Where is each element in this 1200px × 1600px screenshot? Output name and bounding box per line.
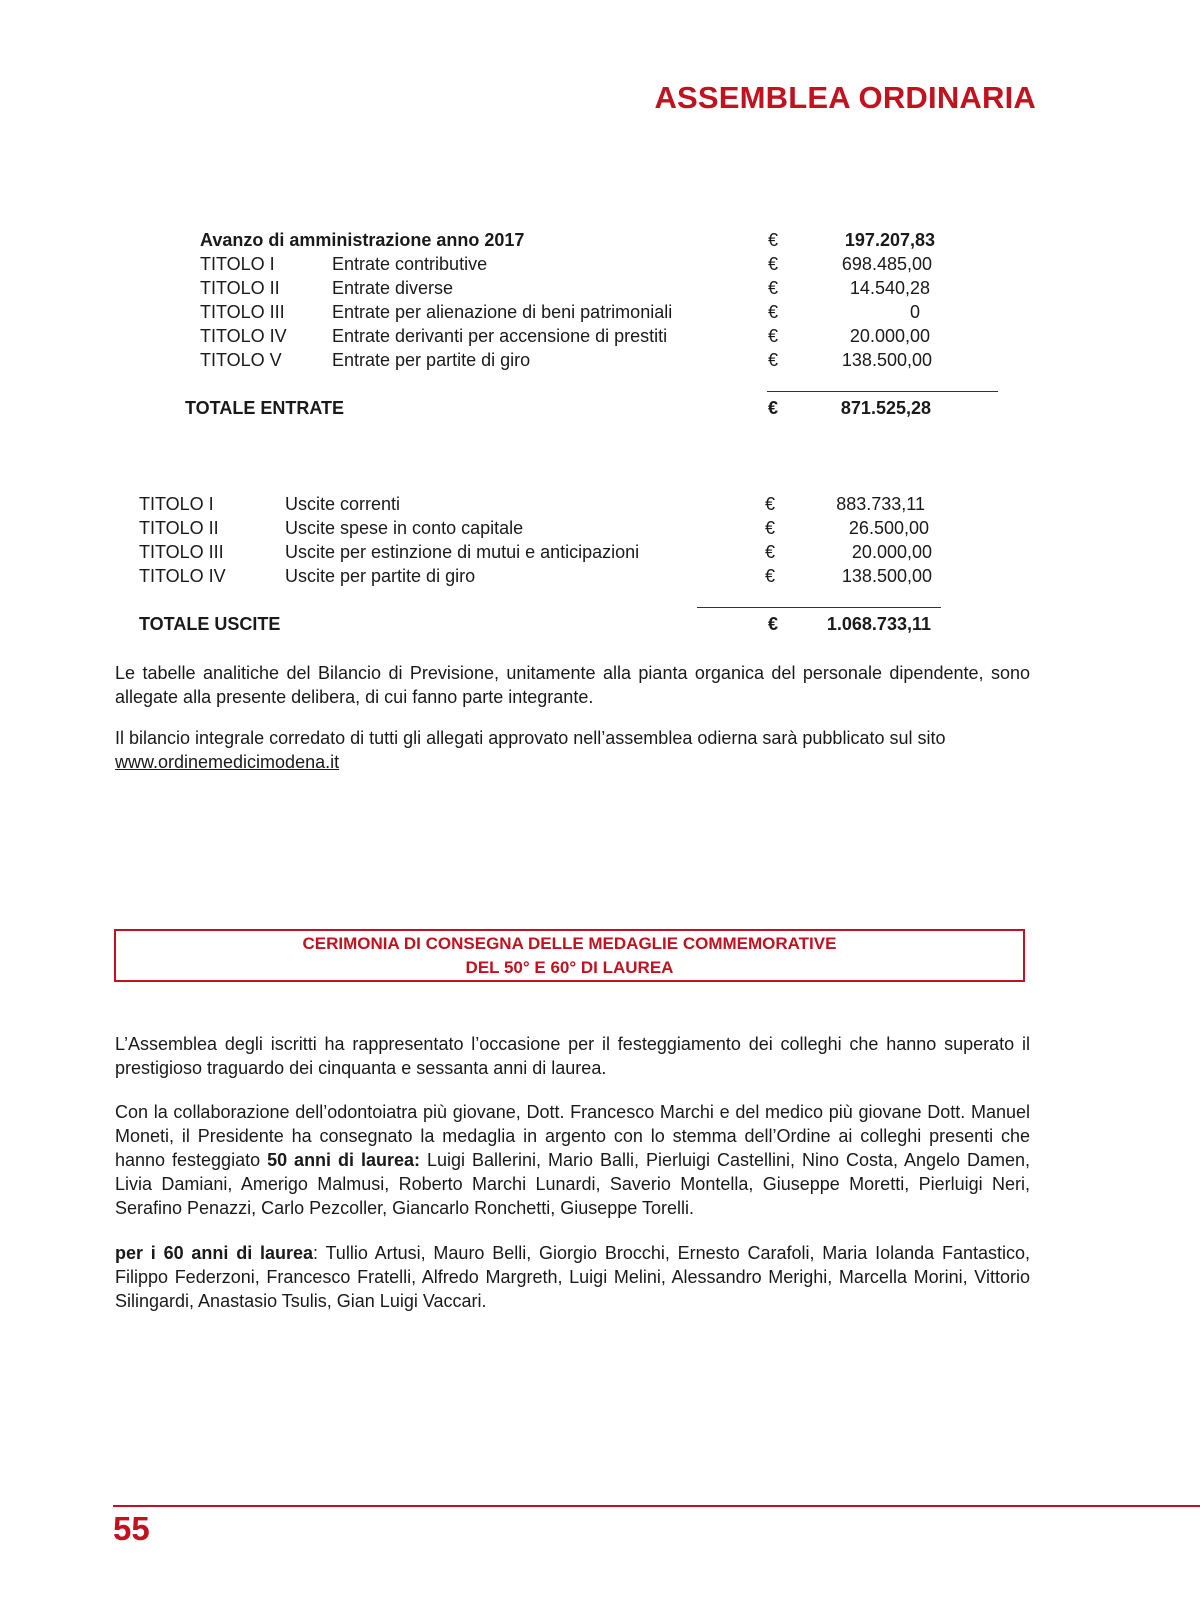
currency-symbol: € bbox=[768, 614, 779, 634]
note-paragraph-sito bbox=[115, 726, 1030, 774]
titolo-amount: 20.000,00 bbox=[849, 326, 930, 346]
note-paragraph-allegati: Le tabelle analitiche del Bilancio di Previsione, unitamente alla pianta organica del personale dipendente, sono allegate alla presente delibera, di cui fanno parte integrante. bbox=[115, 663, 1030, 707]
page-number: 55 bbox=[113, 1510, 150, 1547]
titolo-desc: Uscite correnti bbox=[285, 494, 401, 514]
currency-symbol: € bbox=[768, 398, 779, 418]
sum-divider bbox=[697, 607, 941, 608]
titolo-code: TITOLO II bbox=[200, 278, 280, 298]
total-uscite-amount: 1.068.733,11 bbox=[826, 614, 931, 634]
titolo-desc: Entrate per partite di giro bbox=[332, 350, 531, 370]
titolo-code: TITOLO V bbox=[200, 350, 282, 370]
titolo-desc: Uscite per partite di giro bbox=[285, 566, 476, 586]
currency-symbol: € bbox=[768, 254, 779, 274]
page-title: ASSEMBLEA ORDINARIA bbox=[654, 80, 1036, 115]
currency-symbol: € bbox=[768, 230, 779, 250]
note-text: Il bilancio integrale corredato di tutti gli allegati approvato nell’assemblea odierna sarà pubblicato sul sito bbox=[115, 728, 946, 748]
currency-symbol: € bbox=[765, 518, 776, 538]
titolo-code: TITOLO IV bbox=[139, 566, 226, 586]
footer-divider bbox=[113, 1505, 1200, 1507]
currency-symbol: € bbox=[765, 542, 776, 562]
currency-symbol: € bbox=[765, 494, 776, 514]
titolo-amount: 698.485,00 bbox=[841, 254, 932, 274]
ceremony-50-label: 50 anni di laurea: bbox=[267, 1150, 421, 1170]
titolo-code: TITOLO III bbox=[200, 302, 285, 322]
titolo-amount: 14.540,28 bbox=[849, 278, 930, 298]
ceremony-60-years-paragraph bbox=[115, 1241, 1030, 1313]
ceremony-title-line-1: CERIMONIA DI CONSEGNA DELLE MEDAGLIE COMMEMORATIVE bbox=[302, 934, 837, 953]
titolo-code: TITOLO I bbox=[139, 494, 214, 514]
ceremony-title-line-2: DEL 50° E 60° DI LAUREA bbox=[465, 958, 674, 977]
currency-symbol: € bbox=[768, 278, 779, 298]
total-entrate-amount: 871.525,28 bbox=[840, 398, 931, 418]
titolo-amount: 883.733,11 bbox=[836, 494, 925, 514]
titolo-desc: Uscite spese in conto capitale bbox=[285, 518, 524, 538]
titolo-code: TITOLO II bbox=[139, 518, 219, 538]
ceremony-50-years-paragraph bbox=[115, 1100, 1030, 1220]
titolo-desc: Entrate diverse bbox=[332, 278, 454, 298]
ceremony-title-box bbox=[114, 929, 1025, 982]
titolo-amount: 138.500,00 bbox=[841, 566, 932, 586]
titolo-amount: 26.500,00 bbox=[848, 518, 929, 538]
ceremony-50-names: Luigi Ballerini, Mario Balli, Pierluigi Castellini, Nino Costa, Angelo Damen, Livia Damiani, Amerigo Malmusi, Roberto Marchi Lunardi, Saverio Montella, Giuseppe Moretti, Pierluigi Neri, Serafino Penazzi, Carlo Pezcoller, Giancarlo Ronchetti, Giuseppe Torelli. bbox=[115, 1150, 1030, 1218]
currency-symbol: € bbox=[768, 350, 779, 370]
titolo-amount: 20.000,00 bbox=[851, 542, 932, 562]
titolo-code: TITOLO III bbox=[139, 542, 224, 562]
titolo-desc: Entrate contributive bbox=[332, 254, 488, 274]
titolo-desc: Entrate derivanti per accensione di prestiti bbox=[332, 326, 668, 346]
titolo-code: TITOLO I bbox=[200, 254, 275, 274]
currency-symbol: € bbox=[768, 302, 779, 322]
sum-divider bbox=[767, 391, 998, 392]
titolo-amount: 138.500,00 bbox=[841, 350, 932, 370]
currency-symbol: € bbox=[765, 566, 776, 586]
titolo-desc: Uscite per estinzione di mutui e anticipazioni bbox=[285, 542, 640, 562]
titolo-amount: 0 bbox=[909, 302, 920, 322]
titolo-desc: Entrate per alienazione di beni patrimoniali bbox=[332, 302, 673, 322]
avanzo-label: Avanzo di amministrazione anno 2017 bbox=[200, 230, 525, 250]
ceremony-60-label: per i 60 anni di laurea bbox=[115, 1243, 314, 1263]
titolo-code: TITOLO IV bbox=[200, 326, 287, 346]
avanzo-amount: 197.207,83 bbox=[844, 230, 935, 250]
website-link[interactable]: www.ordinemedicimodena.it bbox=[115, 752, 340, 772]
ceremony-intro-paragraph: L’Assemblea degli iscritti ha rappresentato l’occasione per il festeggiamento dei colleghi che hanno superato il prestigioso traguardo dei cinquanta e sessanta anni di laurea. bbox=[115, 1034, 1030, 1078]
total-entrate-label: TOTALE ENTRATE bbox=[185, 398, 344, 418]
currency-symbol: € bbox=[768, 326, 779, 346]
ceremony-50-intro: Con la collaborazione dell’odontoiatra più giovane, Dott. Francesco Marchi e del medico più giovane Dott. Manuel Moneti, il Presidente ha consegnato la medaglia in argento con lo stemma dell’Ordine ai colleghi presenti che hanno festeggiato bbox=[115, 1102, 1030, 1170]
total-uscite-label: TOTALE USCITE bbox=[139, 614, 281, 634]
ceremony-60-names: : Tullio Artusi, Mauro Belli, Giorgio Brocchi, Ernesto Carafoli, Maria Iolanda Fantastico, Filippo Federzoni, Francesco Fratelli, Alfredo Margreth, Luigi Melini, Alessandro Merighi, Marcella Morini, Vittorio Silingardi, Anastasio Tsulis, Gian Luigi Vaccari. bbox=[115, 1243, 1030, 1311]
